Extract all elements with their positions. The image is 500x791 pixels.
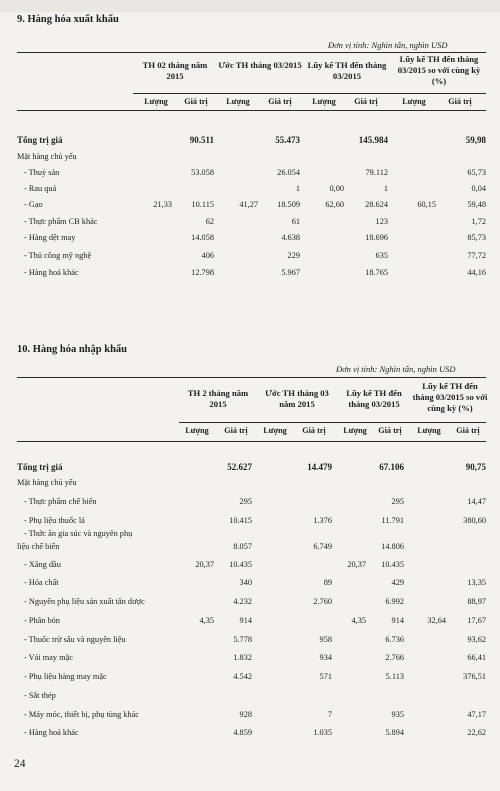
import-table-top-rule (17, 377, 486, 378)
import-cell: 6.749 (313, 542, 332, 551)
export-row-label: - Thực phẩm CB khác (24, 217, 98, 226)
import-cell: 17,67 (467, 616, 486, 625)
export-row-label: Tổng trị giá (17, 135, 63, 145)
export-cell: 62 (205, 217, 214, 226)
import-cell: 8.057 (233, 542, 252, 551)
import-cell: 22,62 (467, 728, 486, 737)
import-cell: 340 (239, 578, 252, 587)
export-subhead-5: Giá trị (354, 97, 378, 106)
export-col-head-4: Lũy kế TH đến tháng 03/2015 so với cùng kỳ (%) (397, 54, 481, 86)
import-cell: 52.627 (227, 462, 252, 472)
export-subhead-1: Giá trị (184, 97, 208, 106)
export-table-top-rule (17, 52, 486, 53)
export-subhead-4: Lượng (312, 97, 336, 106)
export-cell: 123 (375, 217, 388, 226)
export-cell: 10.115 (191, 200, 214, 209)
import-cell: 429 (391, 578, 404, 587)
import-subhead-7: Giá trị (456, 426, 480, 435)
import-cell: 90,75 (465, 462, 486, 472)
import-col-head-3: Lũy kế TH đến tháng 03/2015 (346, 388, 402, 409)
import-cell: 2.760 (313, 597, 332, 606)
import-cell: 4.859 (233, 728, 252, 737)
import-col-head-1: TH 2 tháng năm 2015 (187, 388, 249, 409)
import-cell: 295 (391, 497, 404, 506)
export-row-label: - Hàng dệt may (24, 233, 76, 242)
export-cell: 229 (287, 251, 300, 260)
export-col-head-2: Ước TH tháng 03/2015 (218, 60, 302, 70)
import-cell: 376,51 (463, 672, 486, 681)
import-cell: 5.778 (233, 635, 252, 644)
import-unit-label: Đơn vị tính: Nghìn tấn, nghìn USD (336, 364, 456, 374)
export-cell: 62,60 (325, 200, 344, 209)
export-cell: 21,33 (153, 200, 172, 209)
export-cell: 12.798 (191, 268, 214, 277)
export-row-label: - Thủ công mỹ nghệ (24, 251, 92, 260)
export-subhead-rule (133, 93, 486, 94)
import-cell: 10.435 (381, 560, 404, 569)
import-subhead-2: Lượng (263, 426, 287, 435)
export-cell: 65,73 (467, 168, 486, 177)
import-row-label: - Phân bón (24, 616, 60, 625)
export-cell: 635 (375, 251, 388, 260)
import-cell: 4,35 (351, 616, 366, 625)
import-cell: 1.035 (313, 728, 332, 737)
export-cell: 85,73 (467, 233, 486, 242)
import-row-label: - Nguyên phụ liệu sản xuất tân dược (24, 597, 145, 606)
import-cell: 10.415 (229, 516, 252, 525)
export-row-label: - Thuỷ sản (24, 168, 60, 177)
import-cell: 14.806 (381, 542, 404, 551)
import-cell: 20,37 (195, 560, 214, 569)
import-row-label: - Vải may mặc (24, 653, 73, 662)
import-row-label: - Phụ liệu hàng may mặc (24, 672, 107, 681)
export-cell: 18.696 (365, 233, 388, 242)
import-cell: 5.894 (385, 728, 404, 737)
import-cell: 934 (319, 653, 332, 662)
export-cell: 41,27 (239, 200, 258, 209)
import-subhead-3: Giá trị (302, 426, 326, 435)
import-section-title: 10. Hàng hóa nhập khẩu (17, 344, 128, 355)
import-row-label: - Máy móc, thiết bị, phụ tùng khác (24, 710, 139, 719)
export-col-head-3: Lũy kế TH đến tháng 03/2015 (307, 60, 387, 81)
import-cell: 958 (319, 635, 332, 644)
import-table-head-bottom-rule (17, 441, 486, 442)
export-subhead-7: Giá trị (448, 97, 472, 106)
import-cell: 5.113 (385, 672, 404, 681)
import-cell: 1.832 (233, 653, 252, 662)
import-subhead-0: Lượng (185, 426, 209, 435)
import-cell: 571 (319, 672, 332, 681)
export-subhead-2: Lượng (226, 97, 250, 106)
import-cell: 88,97 (467, 597, 486, 606)
export-cell: 53.058 (191, 168, 214, 177)
export-cell: 1 (383, 184, 388, 193)
import-cell: 32,64 (427, 616, 446, 625)
import-cell: 1.376 (313, 516, 332, 525)
import-cell: 380,60 (463, 516, 486, 525)
import-row-label-cont: liệu chế biến (17, 542, 60, 551)
export-cell: 18.765 (365, 268, 388, 277)
import-cell: 914 (391, 616, 404, 625)
import-subhead-6: Lượng (417, 426, 441, 435)
import-cell: 93,62 (467, 635, 486, 644)
import-cell: 928 (239, 710, 252, 719)
import-cell: 7 (327, 710, 332, 719)
export-cell: 0,04 (471, 184, 486, 193)
import-row-label: - Xăng dầu (24, 560, 61, 569)
export-col-head-1: TH 02 tháng năm 2015 (142, 60, 208, 81)
import-cell: 6.736 (385, 635, 404, 644)
import-row-label: - Thức ăn gia súc và nguyên phụ (24, 529, 133, 538)
import-cell: 4.542 (233, 672, 252, 681)
page-number: 24 (14, 758, 26, 770)
export-section-title: 9. Hàng hóa xuất khẩu (17, 14, 119, 25)
export-table-head-bottom-rule (17, 110, 486, 111)
import-cell: 66,41 (467, 653, 486, 662)
export-cell: 18.509 (277, 200, 300, 209)
import-cell: 2.766 (385, 653, 404, 662)
export-cell: 59,48 (467, 200, 486, 209)
import-col-head-4: Lũy kế TH đến tháng 03/2015 so với cùng kỳ (%) (412, 381, 488, 413)
export-cell: 0,00 (329, 184, 344, 193)
import-cell: 67.106 (379, 462, 404, 472)
export-row-label: - Rau quả (24, 184, 57, 193)
export-cell: 1 (295, 184, 300, 193)
import-row-label: - Hóa chất (24, 578, 59, 587)
import-cell: 295 (239, 497, 252, 506)
export-subhead-3: Giá trị (268, 97, 292, 106)
import-cell: 6.992 (385, 597, 404, 606)
import-cell: 914 (239, 616, 252, 625)
import-row-label: Mặt hàng chủ yếu (17, 478, 77, 487)
import-subhead-5: Giá trị (378, 426, 402, 435)
export-cell: 79.112 (365, 168, 388, 177)
import-subhead-1: Giá trị (224, 426, 248, 435)
export-cell: 90.511 (189, 135, 214, 145)
import-row-label: - Thực phẩm chế biến (24, 497, 97, 506)
import-cell: 4,35 (199, 616, 214, 625)
export-unit-label: Đơn vị tính: Nghìn tấn, nghìn USD (328, 40, 448, 50)
export-subhead-0: Lượng (144, 97, 168, 106)
import-subhead-4: Lượng (343, 426, 367, 435)
import-cell: 89 (323, 578, 332, 587)
import-row-label: - Thuốc trừ sâu và nguyên liệu (24, 635, 126, 644)
export-cell: 4.638 (281, 233, 300, 242)
import-cell: 13,35 (467, 578, 486, 587)
export-cell: 55.473 (275, 135, 300, 145)
export-cell: 61 (291, 217, 300, 226)
export-cell: 26.054 (277, 168, 300, 177)
export-cell: 145.984 (358, 135, 388, 145)
export-row-label: - Hàng hoá khác (24, 268, 79, 277)
export-row-label: - Gạo (24, 200, 43, 209)
export-cell: 28.624 (365, 200, 388, 209)
export-row-label: Mặt hàng chủ yếu (17, 152, 77, 161)
import-row-label: - Phụ liệu thuốc lá (24, 516, 85, 525)
import-cell: 14,47 (467, 497, 486, 506)
import-cell: 935 (391, 710, 404, 719)
import-cell: 14.479 (307, 462, 332, 472)
export-subhead-6: Lượng (402, 97, 426, 106)
top-margin-strip (0, 0, 500, 12)
import-col-head-2: Ước TH tháng 03 năm 2015 (265, 388, 329, 409)
import-cell: 10.435 (229, 560, 252, 569)
import-cell: 4.232 (233, 597, 252, 606)
import-row-label: - Hàng hoá khác (24, 728, 79, 737)
export-cell: 406 (201, 251, 214, 260)
import-cell: 47,17 (467, 710, 486, 719)
export-cell: 44,16 (467, 268, 486, 277)
export-cell: 77,72 (467, 251, 486, 260)
import-cell: 11.791 (381, 516, 404, 525)
export-cell: 14.058 (191, 233, 214, 242)
export-cell: 1,72 (471, 217, 486, 226)
import-cell: 20,37 (347, 560, 366, 569)
export-cell: 59,98 (465, 135, 486, 145)
export-cell: 60,15 (417, 200, 436, 209)
import-row-label: - Sắt thép (24, 691, 56, 700)
import-row-label: Tổng trị giá (17, 462, 63, 472)
import-subhead-rule (179, 422, 486, 423)
export-cell: 5.967 (281, 268, 300, 277)
